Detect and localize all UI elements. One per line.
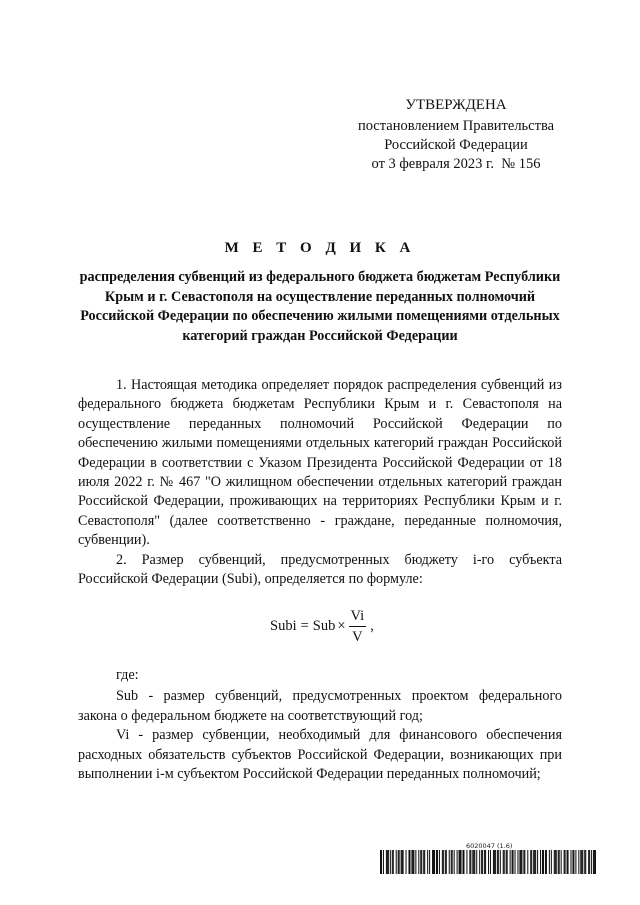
barcode-bar: [535, 850, 536, 874]
document-subtitle: распределения субвенций из федерального бюджета бюджетам Республики Крым и г. Севастополя на осуществление переданных полномочий Российской Федерации по обеспечению жилыми помещениями отдельных категорий граждан Российской Федерации: [79, 269, 561, 344]
barcode-bar: [462, 850, 463, 874]
barcode-bar: [409, 850, 410, 874]
barcode-bar: [470, 850, 471, 874]
barcode-bar: [479, 850, 480, 874]
barcode-bar: [578, 850, 579, 874]
approval-date-text: от 3 февраля 2023 г. № 156: [371, 156, 541, 172]
barcode-bar: [530, 850, 531, 874]
barcode-bar: [408, 850, 409, 874]
barcode-bar: [589, 850, 590, 874]
barcode-bar: [439, 850, 440, 874]
barcode-bar: [504, 850, 505, 874]
barcode-bar: [527, 850, 528, 874]
barcode-bar: [495, 850, 496, 874]
barcode-bar: [484, 850, 485, 874]
barcode-bar: [554, 850, 555, 874]
barcode-bar: [429, 850, 430, 874]
barcode-bar: [494, 850, 495, 874]
barcode-bar: [524, 850, 525, 874]
approval-line-federation: Российской Федерации: [384, 137, 528, 153]
approval-block: [340, 96, 572, 174]
barcode-bar: [452, 850, 453, 874]
barcode-bar: [442, 850, 443, 874]
barcode-bar: [398, 850, 399, 874]
barcode-bar: [396, 850, 397, 874]
barcode-bar: [497, 850, 498, 874]
barcode-bar: [421, 850, 422, 874]
barcode-bar: [520, 850, 521, 874]
barcode-bar: [393, 850, 394, 874]
barcode-bar: [546, 850, 547, 874]
document-body: [78, 376, 562, 589]
barcode-bar: [445, 850, 446, 874]
barcode-bar: [402, 850, 403, 874]
barcode-bar: [392, 850, 393, 874]
barcode-bar: [543, 850, 544, 874]
formula-numerator: Vi: [349, 606, 367, 627]
where-label: где:: [116, 667, 139, 683]
barcode-bar: [556, 850, 557, 874]
barcode-bar: [469, 850, 470, 874]
barcode-bar: [593, 850, 594, 874]
barcode-bar: [503, 850, 504, 874]
barcode-bar: [580, 850, 581, 874]
barcode-bar: [463, 850, 464, 874]
barcode-bar: [568, 850, 569, 874]
formula-fraction: [349, 606, 367, 647]
barcode-bar: [401, 850, 402, 874]
barcode-bar: [575, 850, 576, 874]
barcode-bar: [403, 850, 404, 874]
barcode-bar: [466, 850, 467, 874]
barcode-bar: [581, 850, 582, 874]
approval-line-government: постановлением Правительства: [357, 118, 555, 134]
barcode-bar: [386, 850, 387, 874]
barcode-bar: [493, 850, 494, 874]
barcode-bar: [482, 850, 483, 874]
barcode-bar: [387, 850, 388, 874]
barcode-bar: [523, 850, 524, 874]
barcode-bar: [537, 850, 538, 874]
barcode-bar: [551, 850, 552, 874]
barcode-bar: [457, 850, 458, 874]
barcode-bar: [533, 850, 534, 874]
barcode-bar: [558, 850, 559, 874]
barcode-bar: [549, 850, 550, 874]
barcode-bar: [476, 850, 477, 874]
barcode-bar: [565, 850, 566, 874]
definition-sub: Sub - размер субвенций, предусмотренных проектом федерального закона о федеральном бюджете на соответствующий год;: [78, 688, 562, 724]
barcode-bar: [460, 850, 461, 874]
barcode-bar: [399, 850, 400, 874]
barcode-bar: [488, 850, 489, 874]
approval-date: [340, 155, 572, 174]
barcode-bar: [490, 850, 491, 874]
barcode-bar: [498, 850, 499, 874]
barcode-bar: [542, 850, 543, 874]
barcode-bar: [424, 850, 425, 874]
barcode-bar: [415, 850, 416, 874]
barcode-bar: [443, 850, 444, 874]
barcode-bar: [461, 850, 462, 874]
barcode-bar: [559, 850, 560, 874]
barcode-bar: [446, 850, 447, 874]
barcode-bar: [594, 850, 595, 874]
barcode-bar: [570, 850, 571, 874]
barcode-bar: [510, 850, 511, 874]
barcode-bar: [413, 850, 414, 874]
barcode-bar: [513, 850, 514, 874]
barcode-code-text: 6020047 (1.6): [466, 842, 513, 850]
barcode-bar: [381, 850, 382, 874]
barcode-bar: [481, 850, 482, 874]
barcode-bar: [534, 850, 535, 874]
barcode-bar: [437, 850, 438, 874]
barcode-bar: [561, 850, 562, 874]
formula-times: ×: [337, 618, 346, 634]
barcode-bar: [411, 850, 412, 874]
barcode-bar: [383, 850, 384, 874]
formula-denominator: V: [352, 629, 363, 645]
barcode-bar: [472, 850, 473, 874]
barcode-bar: [507, 850, 508, 874]
barcode-bar: [434, 850, 435, 874]
formula: [270, 606, 374, 647]
barcode-bar: [519, 850, 520, 874]
barcode-bar: [573, 850, 574, 874]
barcode-bar: [540, 850, 541, 874]
formula-trailing-comma: ,: [370, 618, 374, 634]
barcode-bar: [545, 850, 546, 874]
barcode-bar: [567, 850, 568, 874]
barcode-bar: [432, 850, 433, 874]
barcode-bar: [436, 850, 437, 874]
definitions-block: [78, 666, 562, 784]
barcode-bar: [474, 850, 475, 874]
paragraph-1: 1. Настоящая методика определяет порядок распределения субвенций из федерального бюджета бюджетам Республики Крым и г. Севастополя на осуществление переданных полномочий Российской Федерации по обеспечению жилыми помещениями отдельных категорий граждан Российской Федерации в соответствии с Указом Президента Российской Федерации от 18 июля 2022 г. № 467 "О жилищном обеспечении отдельных категорий граждан Российской Федерации, проживающих на территориях Республики Крым и г. Севастополя" (далее соответственно - граждане, переданные полномочия, субвенции).: [78, 377, 562, 549]
barcode: [380, 850, 596, 874]
barcode-bar: [406, 850, 407, 874]
approval-stamp: УТВЕРЖДЕНА: [405, 97, 507, 113]
barcode-bar: [584, 850, 585, 874]
barcode-bar: [485, 850, 486, 874]
formula-equals: =: [300, 618, 309, 634]
barcode-bar: [449, 850, 450, 874]
barcode-bar: [512, 850, 513, 874]
definition-vi: Vi - размер субвенции, необходимый для финансового обеспечения расходных обязательств субъектов Российской Федерации, возникающих при выполнении i-м субъектом Российской Федерации переданных полномочий;: [78, 727, 562, 783]
barcode-bar: [585, 850, 586, 874]
barcode-bar: [517, 850, 518, 874]
barcode-bar: [454, 850, 455, 874]
barcode-bar: [427, 850, 428, 874]
barcode-bar: [423, 850, 424, 874]
barcode-bar: [564, 850, 565, 874]
document-title: М Е Т О Д И К А: [224, 240, 416, 256]
barcode-bar: [459, 850, 460, 874]
paragraph-2: 2. Размер субвенций, предусмотренных бюджету i-го субъекта Российской Федерации (Subi), определяется по формуле:: [78, 551, 562, 588]
barcode-bar: [515, 850, 516, 874]
barcode-bar: [506, 850, 507, 874]
barcode-bar: [582, 850, 583, 874]
barcode-bar: [555, 850, 556, 874]
barcode-bar: [572, 850, 573, 874]
barcode-bar: [451, 850, 452, 874]
formula-lhs: Subi: [270, 618, 297, 634]
barcode-bar: [420, 850, 421, 874]
barcode-bar: [390, 850, 391, 874]
barcode-bar: [473, 850, 474, 874]
barcode-bar: [521, 850, 522, 874]
barcode-bar: [591, 850, 592, 874]
barcode-bar: [380, 850, 381, 874]
barcode-bar: [412, 850, 413, 874]
barcode-bar: [418, 850, 419, 874]
barcode-bar: [531, 850, 532, 874]
barcode-bar: [433, 850, 434, 874]
barcode-bar: [595, 850, 596, 874]
barcode-bar: [500, 850, 501, 874]
formula-factor: Sub: [312, 618, 336, 634]
barcode-bar: [388, 850, 389, 874]
barcode-bar: [588, 850, 589, 874]
